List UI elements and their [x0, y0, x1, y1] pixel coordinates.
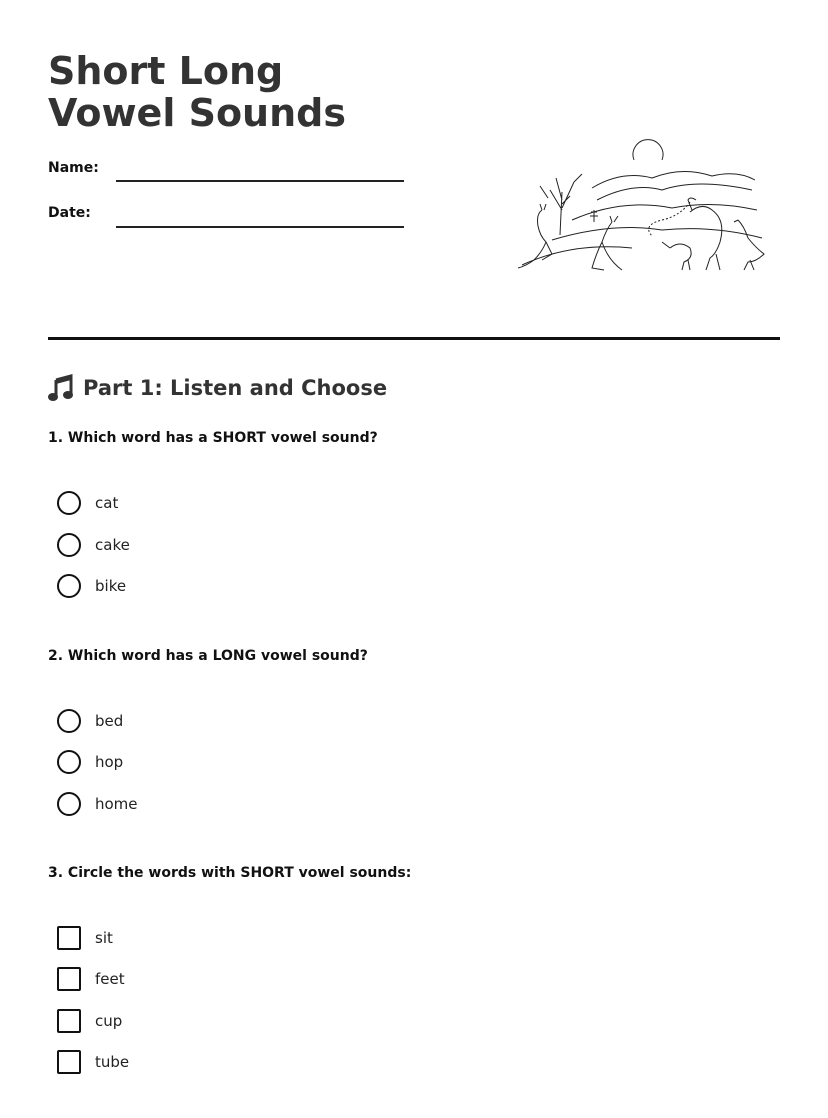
option-label: hop	[95, 753, 124, 771]
date-field[interactable]	[116, 226, 404, 228]
option-cat[interactable]	[57, 491, 118, 515]
option-label: cat	[95, 494, 119, 512]
option-sit[interactable]	[57, 926, 113, 950]
option-label: feet	[95, 970, 125, 988]
option-label: sit	[95, 929, 113, 947]
option-hop[interactable]	[57, 750, 123, 774]
option-tube[interactable]	[57, 1050, 129, 1074]
radio-button[interactable]	[57, 574, 81, 598]
name-label: Name:	[48, 160, 99, 176]
option-home[interactable]	[57, 792, 138, 816]
date-label: Date:	[48, 205, 91, 221]
option-label: bike	[95, 577, 127, 595]
radio-button[interactable]	[57, 750, 81, 774]
option-label: cake	[95, 536, 130, 554]
part1-title: Part 1: Listen and Choose	[83, 376, 388, 400]
music-note-icon	[48, 374, 74, 402]
option-label: cup	[95, 1012, 123, 1030]
checkbox[interactable]	[57, 967, 81, 991]
radio-button[interactable]	[57, 491, 81, 515]
question-1: 1. Which word has a SHORT vowel sound?	[48, 430, 378, 446]
option-bed[interactable]	[57, 709, 123, 733]
option-label: home	[95, 795, 138, 813]
radio-button[interactable]	[57, 709, 81, 733]
radio-button[interactable]	[57, 533, 81, 557]
option-cake[interactable]	[57, 533, 130, 557]
option-label: tube	[95, 1053, 130, 1071]
question-3: 3. Circle the words with SHORT vowel sounds:	[48, 865, 412, 881]
checkbox[interactable]	[57, 926, 81, 950]
option-feet[interactable]	[57, 967, 125, 991]
name-field[interactable]	[116, 180, 404, 182]
option-label: bed	[95, 712, 124, 730]
outback-animals-illustration	[512, 130, 772, 275]
radio-button[interactable]	[57, 792, 81, 816]
option-bike[interactable]	[57, 574, 126, 598]
checkbox[interactable]	[57, 1009, 81, 1033]
checkbox[interactable]	[57, 1050, 81, 1074]
option-cup[interactable]	[57, 1009, 122, 1033]
part1-heading	[48, 374, 387, 402]
section-divider	[48, 337, 780, 340]
worksheet-title: Short Long Vowel Sounds	[48, 49, 346, 135]
question-2: 2. Which word has a LONG vowel sound?	[48, 648, 368, 664]
